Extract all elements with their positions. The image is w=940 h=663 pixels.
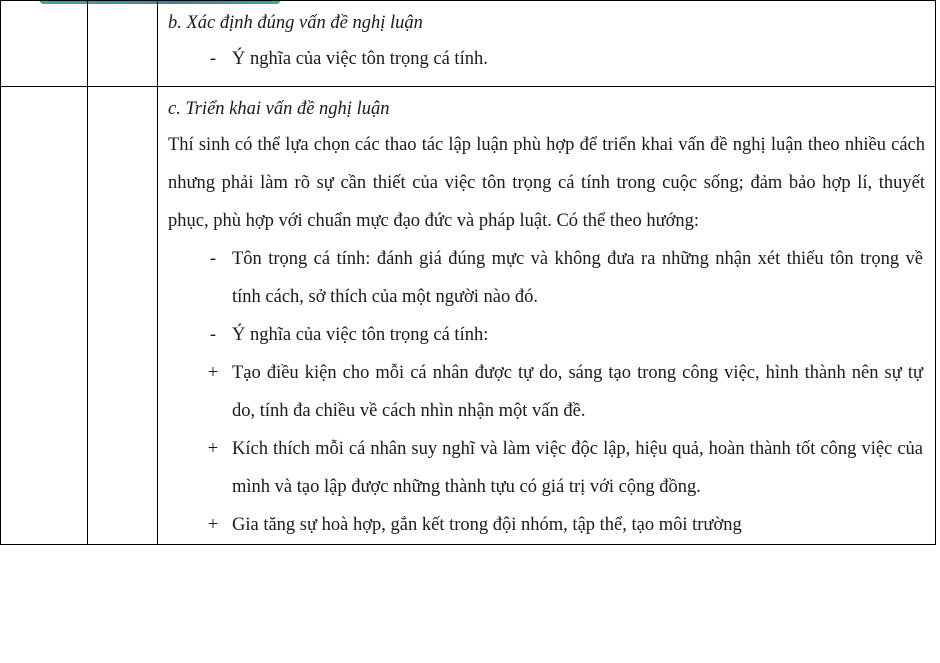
part-column-cell: [88, 1, 158, 87]
list-item-text: Tôn trọng cá tính: đánh giá đúng mực và không đưa ra những nhận xét thiếu tôn trọng về tính cách, sở thích của một người nào đó.: [232, 249, 923, 307]
content-cell-section-b: [158, 1, 936, 87]
list-marker: -: [209, 249, 217, 269]
list-item-text: Kích thích mỗi cá nhân suy nghĩ và làm việc độc lập, hiệu quả, hoàn thành tốt công việc của mình và tạo lập được những thành tựu có giá trị với cộng đồng.: [232, 439, 923, 497]
section-b-heading: b. Xác định đúng vấn đề nghị luận: [168, 13, 423, 33]
part-column-cell: [88, 87, 158, 545]
list-item: [168, 354, 925, 430]
list-marker: -: [209, 49, 217, 69]
list-item: [168, 316, 925, 354]
list-item: [168, 430, 925, 506]
list-marker: -: [209, 325, 217, 345]
list-item-text: Ý nghĩa của việc tôn trọng cá tính:: [232, 325, 489, 345]
list-item-text: Ý nghĩa của việc tôn trọng cá tính.: [232, 49, 488, 69]
content-cell-section-c: [158, 87, 936, 545]
list-item-text: Tạo điều kiện cho mỗi cá nhân được tự do, sáng tạo trong công việc, hình thành nên sự tự do, tính đa chiều về cách nhìn nhận một vấn đề.: [232, 363, 923, 421]
table-row-section-b: [1, 1, 936, 87]
section-c-heading: c. Triển khai vấn đề nghị luận: [168, 99, 390, 119]
list-marker: +: [207, 363, 219, 383]
list-marker: +: [207, 515, 219, 535]
table-row-section-c: [1, 87, 936, 545]
list-item-text: Gia tăng sự hoà hợp, gắn kết trong đội nhóm, tập thể, tạo môi trường: [232, 515, 742, 535]
list-item: [168, 240, 925, 316]
section-c-intro: Thí sinh có thể lựa chọn các thao tác lập luận phù hợp để triển khai vấn đề nghị luận theo nhiều cách nhưng phải làm rõ sự cần thiết của việc tôn trọng cá tính trong cuộc sống; đảm bảo hợp lí, thuyết phục, phù hợp với chuẩn mực đạo đức và pháp luật. Có thể theo hướng:: [168, 135, 925, 231]
question-column-cell: [1, 87, 88, 545]
list-item: [168, 40, 925, 78]
list-item: [168, 506, 925, 544]
list-marker: +: [207, 439, 219, 459]
question-column-cell: [1, 1, 88, 87]
